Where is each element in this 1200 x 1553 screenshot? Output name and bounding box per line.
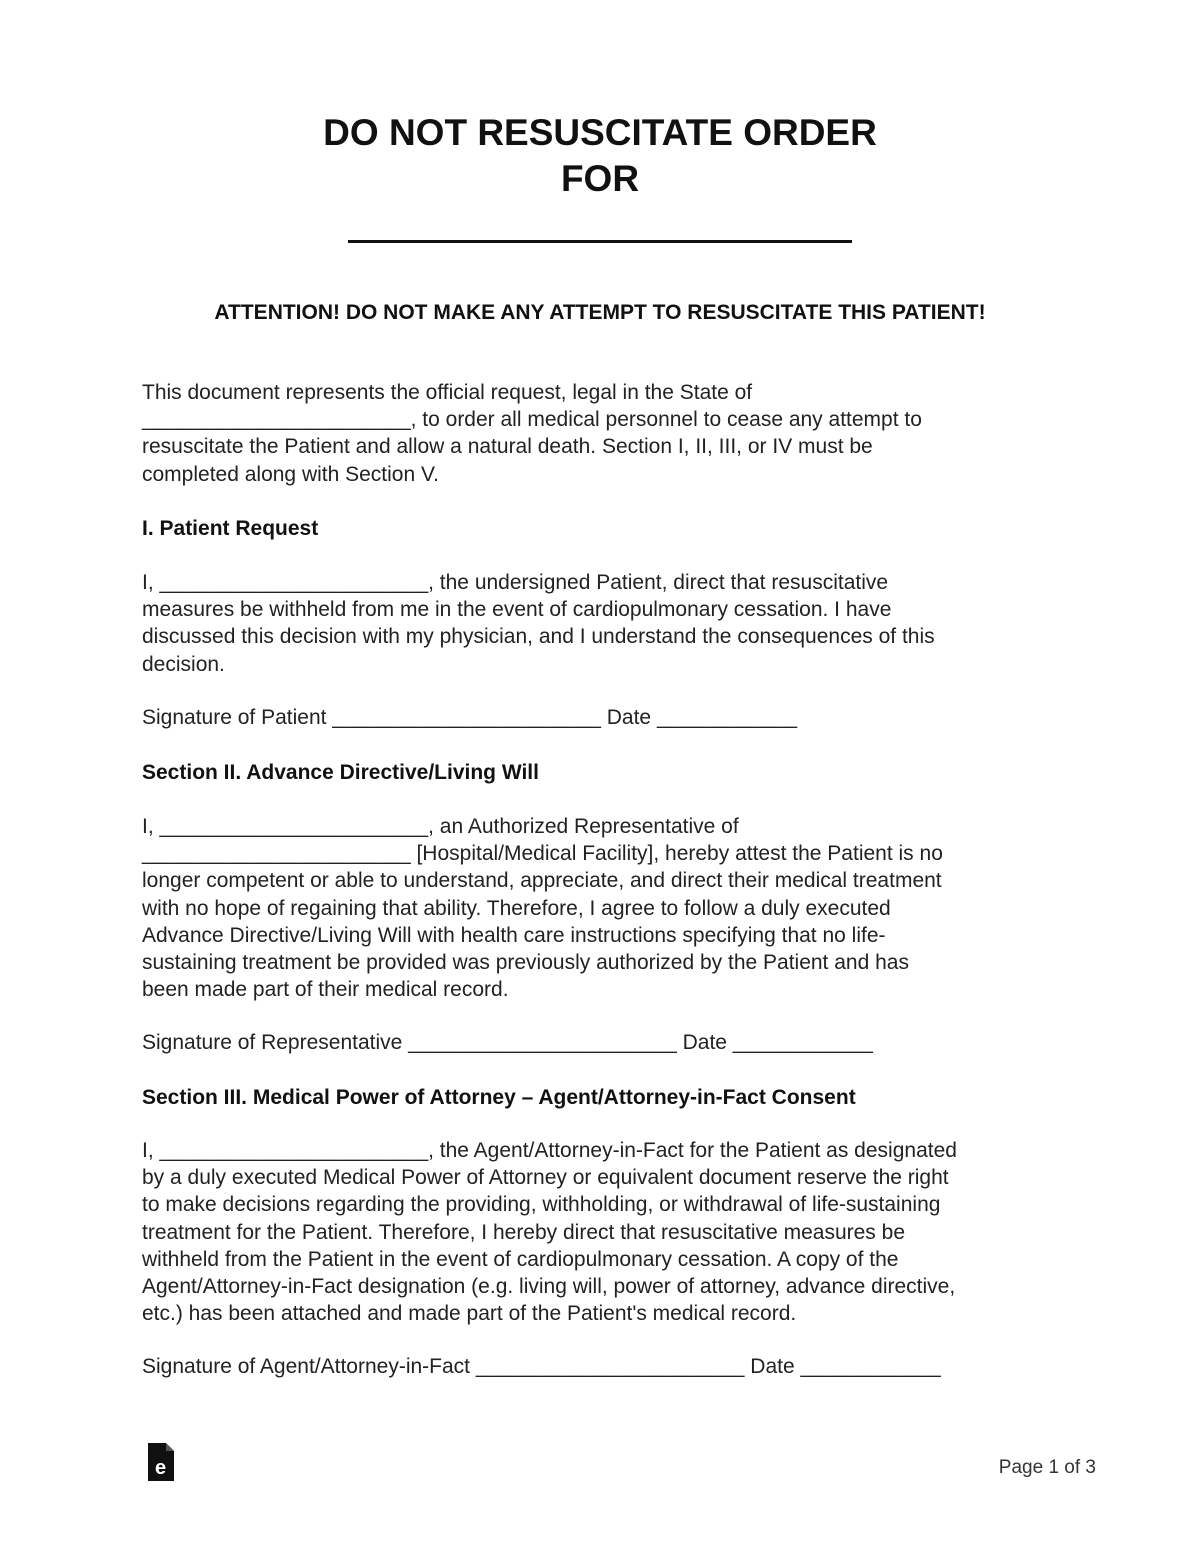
section-3-heading: Section III. Medical Power of Attorney – Agent/Attorney-in-Fact Consent bbox=[142, 1086, 856, 1109]
section-1-body: I, _______________________, the undersigned Patient, direct that resuscitative measures be withheld from me in the event of cardiopulmonary cessation. I have discussed this decision with my physician, and I understand the consequences of this decision. bbox=[142, 571, 935, 676]
intro-paragraph: This document represents the official request, legal in the State of _______________________, to order all medical personnel to cease any attempt to resuscitate the Patient and allow a natural death. Section I, II, III, or IV must be completed along with Section V. bbox=[142, 381, 922, 486]
section-1-signature-line: Signature of Patient _______________________ Date ____________ bbox=[142, 706, 798, 729]
svg-text:e: e bbox=[154, 1457, 167, 1479]
eforms-logo-icon bbox=[148, 1443, 174, 1481]
attention-notice: ATTENTION! DO NOT MAKE ANY ATTEMPT TO RESUSCITATE THIS PATIENT! bbox=[214, 301, 986, 324]
section-3-body: I, _______________________, the Agent/Attorney-in-Fact for the Patient as designated by a duly executed Medical Power of Attorney or equivalent document reserve the right to make decisions regarding the providing, withholding, or withdrawal of life-sustaining treatment for the Patient. Therefore, I hereby direct that resuscitative measures be withheld from the Patient in the event of cardiopulmonary cessation. A copy of the Agent/Attorney-in-Fact designation (e.g. living will, power of attorney, advance directive, etc.) has been attached and made part of the Patient's medical record. bbox=[142, 1139, 957, 1326]
section-3-signature-line: Signature of Agent/Attorney-in-Fact _______________________ Date ____________ bbox=[142, 1355, 941, 1378]
page-number: Page 1 of 3 bbox=[998, 1457, 1096, 1478]
document-title: DO NOT RESUSCITATE ORDER bbox=[323, 112, 877, 153]
section-2-heading: Section II. Advance Directive/Living Will bbox=[142, 761, 539, 784]
section-2-signature-line: Signature of Representative _______________________ Date ____________ bbox=[142, 1031, 873, 1054]
section-1-heading: I. Patient Request bbox=[142, 517, 319, 540]
section-2-body: I, _______________________, an Authorized Representative of _______________________ [Hospital/Medical Facility], hereby attest the Patient is no longer competent or able to understand, appreciate, and direct their medical treatment with no hope of regaining that ability. Therefore, I agree to follow a duly executed Advance Directive/Living Will with health care instructions specifying that no life- sustaining treatment be provided was previously authorized by the Patient and has been made part of their medical record. bbox=[142, 815, 943, 1002]
document-title-for: FOR bbox=[560, 158, 640, 199]
patient-name-blank-line[interactable] bbox=[348, 240, 852, 243]
